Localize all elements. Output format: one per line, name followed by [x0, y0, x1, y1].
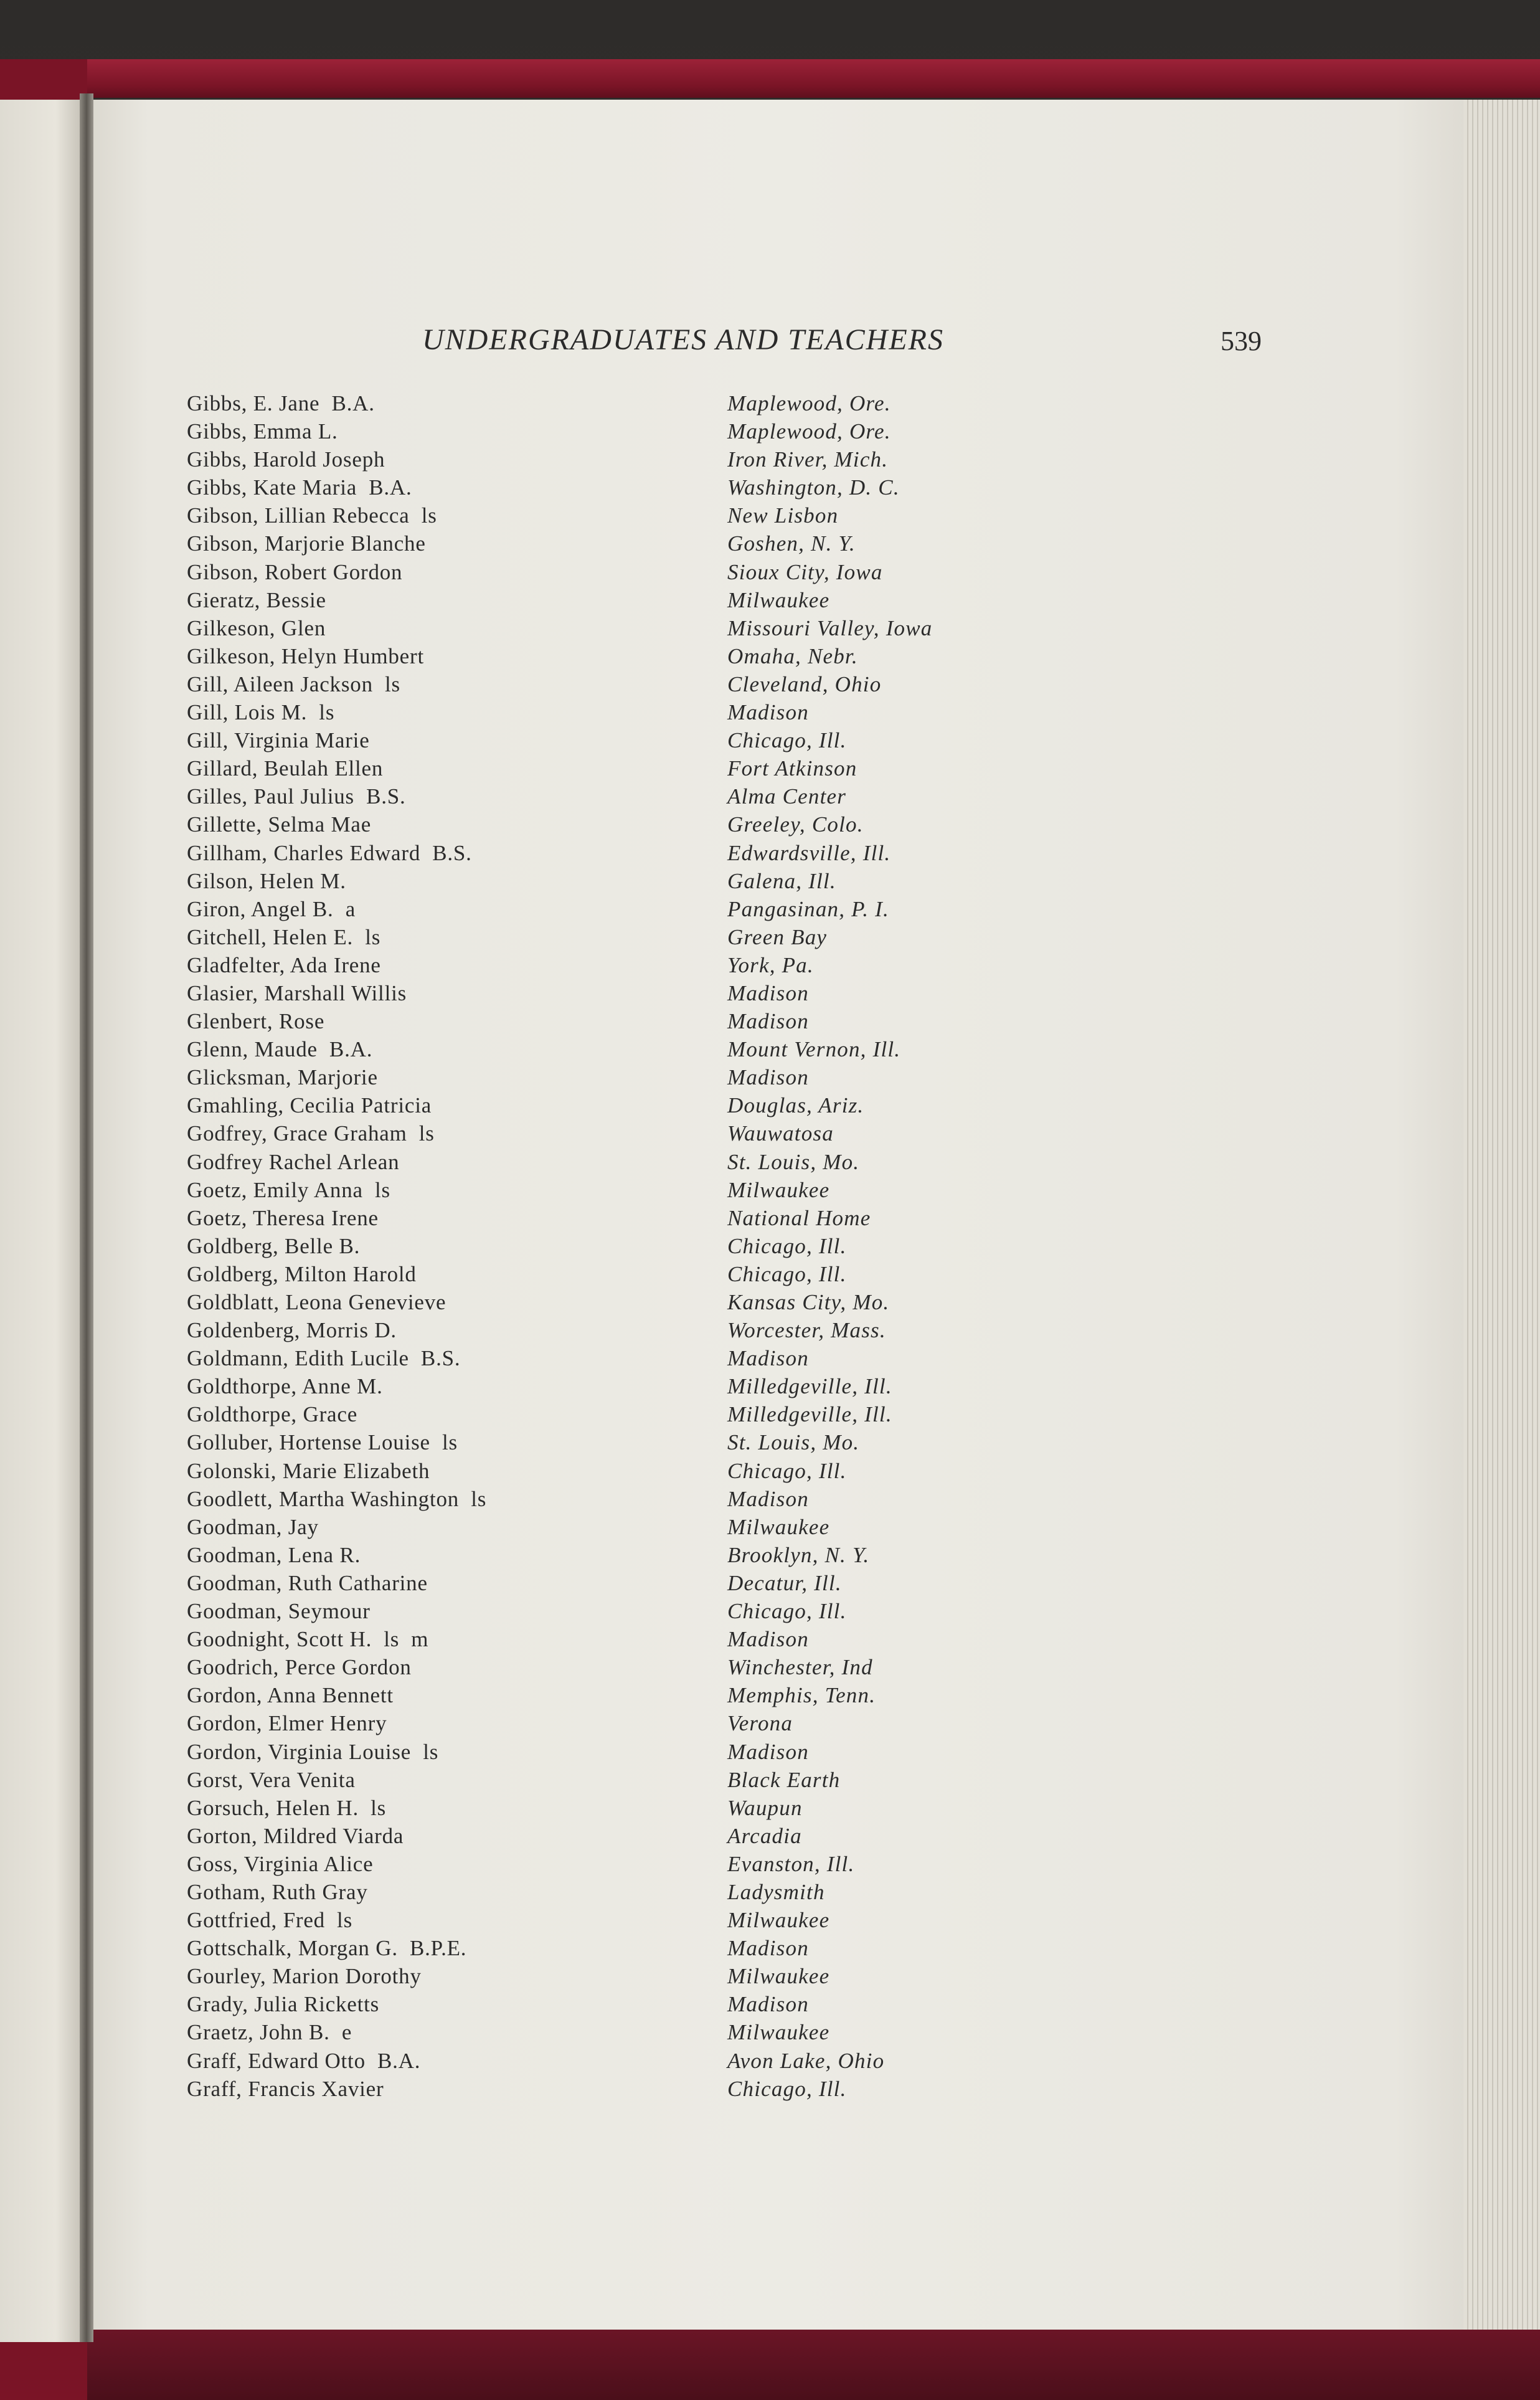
- directory-entry: [0, 2075, 1540, 2103]
- entry-place: Madison: [727, 1065, 809, 1090]
- directory-entry: [0, 1934, 1540, 1962]
- directory-entry: [0, 558, 1540, 586]
- entry-name: Gibson, Lillian Rebecca ls: [187, 503, 437, 528]
- entry-name: Gibbs, E. Jane B.A.: [187, 391, 375, 415]
- directory-entry: [0, 1625, 1540, 1653]
- entry-name: Goodman, Ruth Catharine: [187, 1570, 428, 1595]
- directory-entry: [0, 1344, 1540, 1372]
- directory-entry: [0, 2018, 1540, 2046]
- entry-place: New Lisbon: [727, 503, 839, 528]
- entry-place: Decatur, Ill.: [727, 1570, 842, 1595]
- entry-name: Gilkeson, Glen: [187, 615, 326, 640]
- directory-entry: [0, 979, 1540, 1007]
- entry-place: Maplewood, Ore.: [727, 419, 891, 444]
- directory-entry: [0, 1204, 1540, 1232]
- entry-name: Gieratz, Bessie: [187, 587, 326, 612]
- entry-name: Gmahling, Cecilia Patricia: [187, 1093, 432, 1118]
- entry-name: Goldberg, Milton Harold: [187, 1261, 417, 1286]
- entry-place: Cleveland, Ohio: [727, 671, 882, 696]
- entry-place: Chicago, Ill.: [727, 1233, 847, 1258]
- entry-name: Grady, Julia Ricketts: [187, 1992, 380, 2017]
- book-cover-bottom-edge: [87, 2330, 1540, 2400]
- directory-entry: [0, 1063, 1540, 1091]
- entry-name: Giron, Angel B. a: [187, 896, 356, 921]
- entry-place: Madison: [727, 980, 809, 1005]
- entry-place: Madison: [727, 1936, 809, 1961]
- entry-name: Glasier, Marshall Willis: [187, 980, 407, 1005]
- entry-name: Gorton, Mildred Viarda: [187, 1823, 404, 1848]
- entry-place: Evanston, Ill.: [727, 1851, 855, 1876]
- entry-place: Missouri Valley, Iowa: [727, 615, 933, 640]
- directory-entry: [0, 1485, 1540, 1513]
- entry-place: Waupun: [727, 1795, 803, 1820]
- entry-place: Chicago, Ill.: [727, 1599, 847, 1624]
- entry-place: Avon Lake, Ohio: [727, 2048, 885, 2073]
- directory-entry: [0, 1822, 1540, 1850]
- directory-entry: [0, 951, 1540, 979]
- entry-place: Washington, D. C.: [727, 475, 900, 500]
- entry-place: Edwardsville, Ill.: [727, 840, 891, 865]
- entry-name: Godfrey Rachel Arlean: [187, 1149, 400, 1174]
- entry-name: Gorst, Vera Venita: [187, 1767, 356, 1792]
- entry-place: Milwaukee: [727, 1964, 830, 1989]
- entry-place: Galena, Ill.: [727, 868, 836, 893]
- directory-entry: [0, 1091, 1540, 1119]
- entry-name: Gourley, Marion Dorothy: [187, 1964, 422, 1989]
- entry-name: Gibson, Marjorie Blanche: [187, 531, 426, 556]
- entry-place: Winchester, Ind: [727, 1655, 873, 1680]
- directory-entry: [0, 1428, 1540, 1456]
- directory-entry: [0, 445, 1540, 473]
- directory-entry: [0, 501, 1540, 529]
- entry-name: Goodnight, Scott H. ls m: [187, 1627, 429, 1652]
- directory-entry: [0, 1035, 1540, 1063]
- entry-place: St. Louis, Mo.: [727, 1149, 860, 1174]
- directory-entry: [0, 1007, 1540, 1035]
- entry-name: Goetz, Theresa Irene: [187, 1205, 379, 1230]
- entry-name: Goldmann, Edith Lucile B.S.: [187, 1346, 461, 1371]
- entry-name: Gordon, Anna Bennett: [187, 1683, 394, 1708]
- entry-place: Alma Center: [727, 784, 847, 809]
- entry-name: Gibbs, Harold Joseph: [187, 447, 385, 472]
- directory-entry: [0, 895, 1540, 923]
- entry-place: Madison: [727, 1992, 809, 2017]
- entry-name: Gill, Lois M. ls: [187, 700, 335, 725]
- entry-name: Gladfelter, Ada Irene: [187, 952, 381, 977]
- entry-place: Chicago, Ill.: [727, 1261, 847, 1286]
- entry-place: Wauwatosa: [727, 1121, 834, 1146]
- directory-entry: [0, 389, 1540, 417]
- directory-entry: [0, 1316, 1540, 1344]
- entry-place: Omaha, Nebr.: [727, 643, 858, 668]
- entry-name: Gorsuch, Helen H. ls: [187, 1795, 387, 1820]
- directory-entry: [0, 1400, 1540, 1428]
- entry-name: Gibbs, Emma L.: [187, 419, 338, 444]
- entry-name: Gordon, Elmer Henry: [187, 1711, 387, 1736]
- entry-name: Goodman, Seymour: [187, 1599, 371, 1624]
- directory-entry: [0, 1372, 1540, 1400]
- entry-place: Brooklyn, N. Y.: [727, 1542, 870, 1567]
- directory-entry: [0, 1738, 1540, 1766]
- entry-name: Gilkeson, Helyn Humbert: [187, 643, 424, 668]
- entry-place: Goshen, N. Y.: [727, 531, 856, 556]
- directory-entry: [0, 417, 1540, 445]
- entry-place: Madison: [727, 1627, 809, 1652]
- entry-name: Gill, Aileen Jackson ls: [187, 671, 400, 696]
- entry-name: Goodman, Lena R.: [187, 1542, 361, 1567]
- directory-entry: [0, 2047, 1540, 2075]
- entry-name: Gotham, Ruth Gray: [187, 1879, 368, 1904]
- entry-place: Milwaukee: [727, 1177, 830, 1202]
- entry-name: Goldberg, Belle B.: [187, 1233, 361, 1258]
- entry-place: National Home: [727, 1205, 871, 1230]
- entry-place: Black Earth: [727, 1767, 841, 1792]
- entry-name: Glicksman, Marjorie: [187, 1065, 378, 1090]
- entry-name: Goetz, Emily Anna ls: [187, 1177, 390, 1202]
- directory-entry: [0, 1513, 1540, 1541]
- page-number: 539: [1221, 326, 1262, 356]
- entry-place: Green Bay: [727, 924, 828, 949]
- entry-name: Graff, Edward Otto B.A.: [187, 2048, 421, 2073]
- entry-place: Mount Vernon, Ill.: [727, 1037, 901, 1062]
- directory-entry: [0, 1288, 1540, 1316]
- directory-list: [0, 389, 1540, 2103]
- entry-place: Verona: [727, 1711, 793, 1736]
- directory-entry: [0, 1260, 1540, 1288]
- entry-place: Madison: [727, 700, 809, 725]
- entry-name: Gitchell, Helen E. ls: [187, 924, 381, 949]
- entry-place: Ladysmith: [727, 1879, 825, 1904]
- directory-entry: [0, 1794, 1540, 1822]
- entry-name: Gilles, Paul Julius B.S.: [187, 784, 406, 809]
- entry-place: Maplewood, Ore.: [727, 391, 891, 415]
- directory-entry: [0, 1232, 1540, 1260]
- directory-entry: [0, 1906, 1540, 1934]
- entry-place: Chicago, Ill.: [727, 2076, 847, 2101]
- directory-entry: [0, 1962, 1540, 1990]
- entry-place: Greeley, Colo.: [727, 812, 864, 837]
- directory-entry: [0, 473, 1540, 501]
- entry-name: Gillard, Beulah Ellen: [187, 756, 384, 781]
- directory-entry: [0, 1457, 1540, 1485]
- entry-place: Milwaukee: [727, 1908, 830, 1933]
- running-head: UNDERGRADUATES AND TEACHERS: [422, 323, 944, 356]
- directory-entry: [0, 1709, 1540, 1737]
- directory-entry: [0, 1597, 1540, 1625]
- entry-name: Gottschalk, Morgan G. B.P.E.: [187, 1936, 467, 1961]
- entry-name: Golluber, Hortense Louise ls: [187, 1430, 458, 1455]
- entry-name: Goss, Virginia Alice: [187, 1851, 374, 1876]
- entry-place: St. Louis, Mo.: [727, 1430, 860, 1455]
- directory-entry: [0, 810, 1540, 838]
- entry-name: Goldblatt, Leona Genevieve: [187, 1290, 446, 1314]
- entry-place: Madison: [727, 1346, 809, 1371]
- entry-name: Gibbs, Kate Maria B.A.: [187, 475, 412, 500]
- entry-place: Arcadia: [727, 1823, 802, 1848]
- directory-entry: [0, 1653, 1540, 1681]
- entry-place: Chicago, Ill.: [727, 728, 847, 753]
- entry-name: Gibson, Robert Gordon: [187, 559, 403, 584]
- book-cover-top-edge: [87, 59, 1540, 98]
- entry-name: Graetz, John B. e: [187, 2020, 352, 2045]
- entry-name: Goodman, Jay: [187, 1514, 319, 1539]
- directory-entry: [0, 782, 1540, 810]
- entry-place: Milwaukee: [727, 1514, 830, 1539]
- directory-entry: [0, 1148, 1540, 1176]
- entry-place: Madison: [727, 1486, 809, 1511]
- entry-name: Goldthorpe, Anne M.: [187, 1374, 383, 1399]
- entry-name: Gill, Virginia Marie: [187, 728, 370, 753]
- directory-entry: [0, 1176, 1540, 1204]
- entry-place: Worcester, Mass.: [727, 1318, 886, 1343]
- entry-place: Douglas, Ariz.: [727, 1093, 864, 1118]
- entry-name: Graff, Francis Xavier: [187, 2076, 384, 2101]
- entry-place: Madison: [727, 1009, 809, 1034]
- directory-entry: [0, 1990, 1540, 2018]
- entry-place: Chicago, Ill.: [727, 1458, 847, 1483]
- directory-entry: [0, 923, 1540, 951]
- entry-place: Kansas City, Mo.: [727, 1290, 890, 1314]
- entry-name: Gillham, Charles Edward B.S.: [187, 840, 472, 865]
- directory-entry: [0, 586, 1540, 614]
- directory-entry: [0, 726, 1540, 754]
- entry-name: Goodrich, Perce Gordon: [187, 1655, 412, 1680]
- directory-entry: [0, 1681, 1540, 1709]
- directory-entry: [0, 1878, 1540, 1906]
- page-header: [0, 323, 1540, 360]
- entry-name: Gottfried, Fred ls: [187, 1908, 352, 1933]
- entry-name: Gilson, Helen M.: [187, 868, 346, 893]
- entry-name: Goodlett, Martha Washington ls: [187, 1486, 487, 1511]
- entry-place: Milledgeville, Ill.: [727, 1402, 892, 1427]
- entry-name: Godfrey, Grace Graham ls: [187, 1121, 435, 1146]
- directory-entry: [0, 1850, 1540, 1878]
- entry-place: Milledgeville, Ill.: [727, 1374, 892, 1399]
- directory-entry: [0, 1766, 1540, 1794]
- entry-name: Golonski, Marie Elizabeth: [187, 1458, 430, 1483]
- entry-place: Iron River, Mich.: [727, 447, 889, 472]
- directory-entry: [0, 1569, 1540, 1597]
- directory-entry: [0, 698, 1540, 726]
- directory-entry: [0, 839, 1540, 867]
- entry-place: Pangasinan, P. I.: [727, 896, 889, 921]
- entry-name: Gordon, Virginia Louise ls: [187, 1739, 439, 1764]
- directory-entry: [0, 867, 1540, 895]
- entry-place: Memphis, Tenn.: [727, 1683, 876, 1708]
- entry-name: Glenbert, Rose: [187, 1009, 325, 1034]
- entry-place: Fort Atkinson: [727, 756, 857, 781]
- directory-entry: [0, 642, 1540, 670]
- entry-place: Madison: [727, 1739, 809, 1764]
- entry-place: York, Pa.: [727, 952, 814, 977]
- directory-entry: [0, 1541, 1540, 1569]
- entry-place: Milwaukee: [727, 2020, 830, 2045]
- directory-entry: [0, 670, 1540, 698]
- entry-name: Gillette, Selma Mae: [187, 812, 372, 837]
- entry-place: Milwaukee: [727, 587, 830, 612]
- entry-name: Glenn, Maude B.A.: [187, 1037, 373, 1062]
- directory-entry: [0, 614, 1540, 642]
- directory-entry: [0, 1119, 1540, 1147]
- entry-place: Sioux City, Iowa: [727, 559, 883, 584]
- entry-name: Goldenberg, Morris D.: [187, 1318, 397, 1343]
- entry-name: Goldthorpe, Grace: [187, 1402, 358, 1427]
- directory-entry: [0, 529, 1540, 557]
- directory-entry: [0, 754, 1540, 782]
